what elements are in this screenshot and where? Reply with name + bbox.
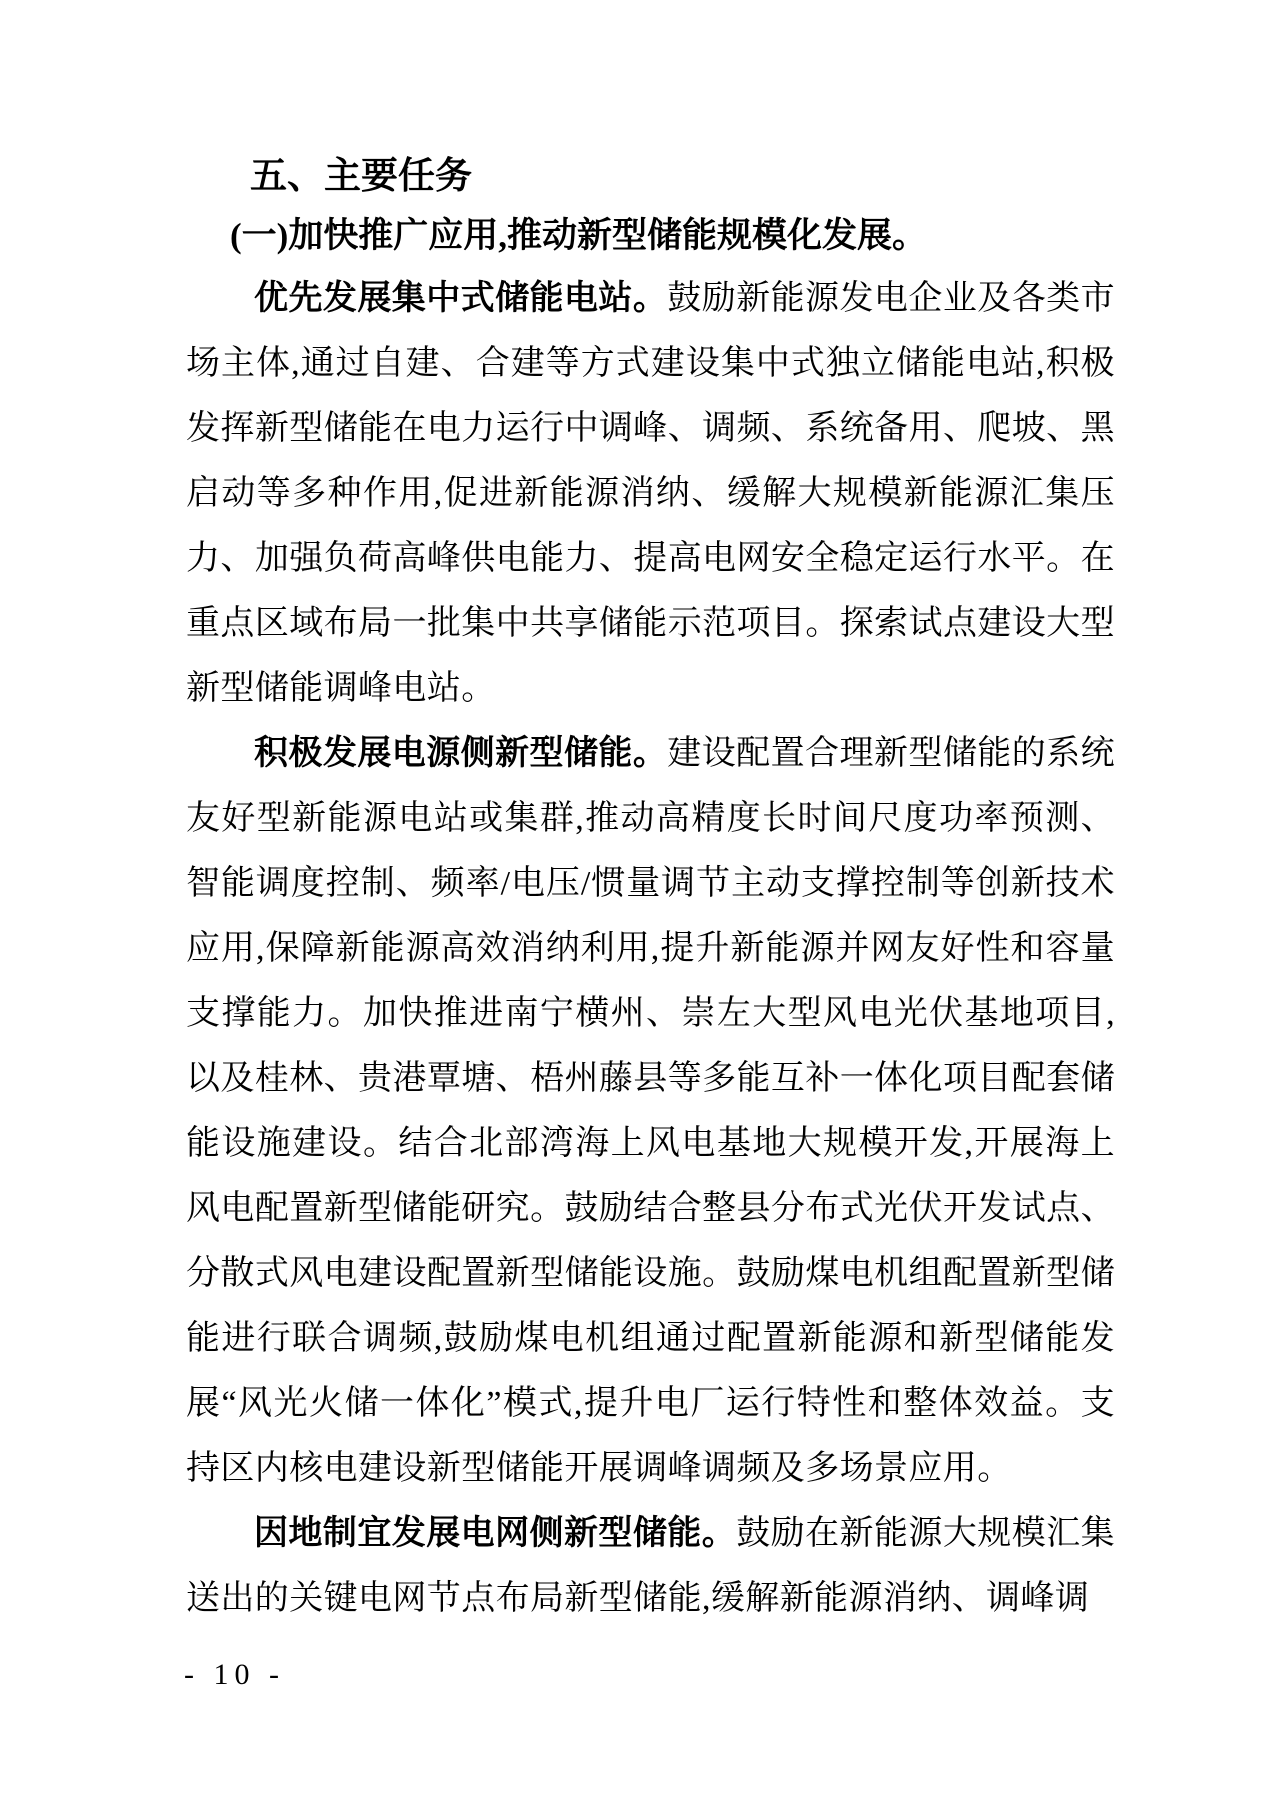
page-content — [186, 146, 1115, 1631]
paragraph — [186, 266, 1115, 721]
paragraph-body: 鼓励在新能源大规模汇集送出的关键电网节点布局新型储能,缓解新能源消纳、调峰调 — [186, 1515, 1115, 1617]
paragraph-lead: 优先发展集中式储能电站。 — [254, 279, 668, 317]
page-number: - 10 - — [184, 1658, 285, 1691]
paragraph-lead: 因地制宜发展电网侧新型储能。 — [254, 1514, 737, 1552]
section-heading: 五、主要任务 — [250, 155, 472, 196]
paragraph — [186, 721, 1115, 1501]
paragraph-lead: 积极发展电源侧新型储能。 — [254, 734, 668, 772]
paragraph-body: 建设配置合理新型储能的系统友好型新能源电站或集群,推动高精度长时间尺度功率预测、智能调度控制、频率/电压/惯量调节主动支撑控制等创新技术应用,保障新能源高效消纳利用,提升新能源并网友好性和容量支撑能力。加快推进南宁横州、崇左大型风电光伏基地项目,以及桂林、贵港覃塘、梧州藤县等多能互补一体化项目配套储能设施建设。结合北部湾海上风电基地大规模开发,开展海上风电配置新型储能研究。鼓励结合整县分布式光伏开发试点、分散式风电建设配置新型储能设施。鼓励煤电机组配置新型储能进行联合调频,鼓励煤电机组通过配置新能源和新型储能发展“风光火储一体化”模式,提升电厂运行特性和整体效益。支持区内核电建设新型储能开展调峰调频及多场景应用。 — [186, 735, 1115, 1487]
subsection-heading: (一)加快推广应用,推动新型储能规模化发展。 — [230, 216, 928, 255]
paragraph — [186, 1501, 1115, 1631]
paragraph-body: 鼓励新能源发电企业及各类市场主体,通过自建、合建等方式建设集中式独立储能电站,积极发挥新型储能在电力运行中调峰、调频、系统备用、爬坡、黑启动等多种作用,促进新能源消纳、缓解大规模新能源汇集压力、加强负荷高峰供电能力、提高电网安全稳定运行水平。在重点区域布局一批集中共享储能示范项目。探索试点建设大型新型储能调峰电站。 — [186, 280, 1115, 707]
